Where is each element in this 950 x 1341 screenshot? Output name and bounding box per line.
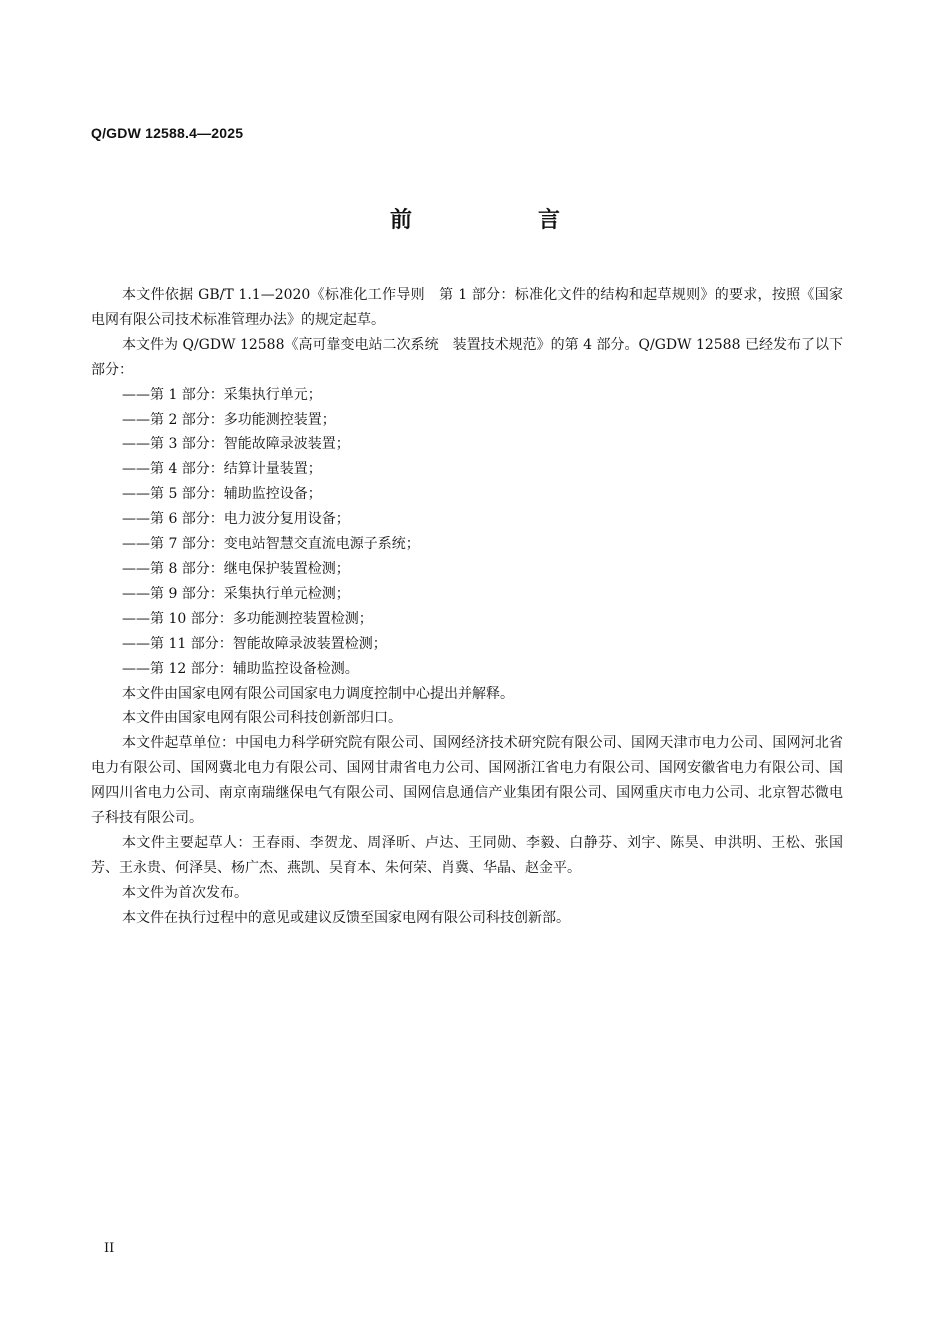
list-item: ——第 1 部分：采集执行单元；	[122, 386, 322, 403]
list-item: ——第 5 部分：辅助监控设备；	[122, 486, 322, 503]
administrator-paragraph: 本文件由国家电网有限公司科技创新部归口。	[122, 710, 402, 727]
intro-paragraph-series: 本文件为 Q/GDW 12588《高可靠变电站二次系统 装置技术规范》的第 4 部分。Q/GDW 12588 已经发布了以下部分：	[91, 336, 843, 378]
list-item: ——第 7 部分：变电站智慧交直流电源子系统；	[122, 536, 420, 553]
foreword-body	[91, 283, 843, 931]
page-number: II	[104, 1241, 115, 1256]
list-item: ——第 11 部分：智能故障录波装置检测；	[122, 635, 387, 652]
standard-code: Q/GDW 12588.4—2025	[91, 125, 244, 141]
proposer-paragraph: 本文件由国家电网有限公司国家电力调度控制中心提出并解释。	[122, 685, 514, 702]
feedback-paragraph: 本文件在执行过程中的意见或建议反馈至国家电网有限公司科技创新部。	[122, 909, 570, 926]
page-title: 前 言	[389, 208, 612, 233]
list-item: ——第 8 部分：继电保护装置检测；	[122, 560, 350, 577]
drafting-units-paragraph: 本文件起草单位：中国电力科学研究院有限公司、国网经济技术研究院有限公司、国网天津市电力公司、国网河北省电力有限公司、国网冀北电力有限公司、国网甘肃省电力公司、国网浙江省电力有限公司、国网安徽省电力有限公司、国网四川省电力公司、南京南瑞继保电气有限公司、国网信息通信产业集团有限公司、国网重庆市电力公司、北京智芯微电子科技有限公司。	[91, 735, 843, 827]
list-item: ——第 3 部分：智能故障录波装置；	[122, 436, 350, 453]
list-item: ——第 9 部分：采集执行单元检测；	[122, 585, 350, 602]
list-item: ——第 4 部分：结算计量装置；	[122, 461, 322, 478]
list-item: ——第 6 部分：电力波分复用设备；	[122, 511, 350, 528]
list-item: ——第 10 部分：多功能测控装置检测；	[122, 610, 373, 627]
list-item: ——第 12 部分：辅助监控设备检测。	[122, 660, 359, 677]
list-item: ——第 2 部分：多功能测控装置；	[122, 411, 336, 428]
intro-paragraph-basis: 本文件依据 GB/T 1.1—2020《标准化工作导则 第 1 部分：标准化文件的结构和起草规则》的要求，按照《国家电网有限公司技术标准管理办法》的规定起草。	[91, 287, 843, 328]
drafters-paragraph: 本文件主要起草人：王春雨、李贺龙、周泽昕、卢达、王同勋、李毅、白静芬、刘宇、陈昊、申洪明、王松、张国芳、王永贵、何泽昊、杨广杰、燕凯、吴育本、朱何荣、肖冀、华晶、赵金平。	[91, 834, 843, 876]
first-release-paragraph: 本文件为首次发布。	[122, 884, 248, 901]
published-parts-list	[91, 383, 843, 682]
